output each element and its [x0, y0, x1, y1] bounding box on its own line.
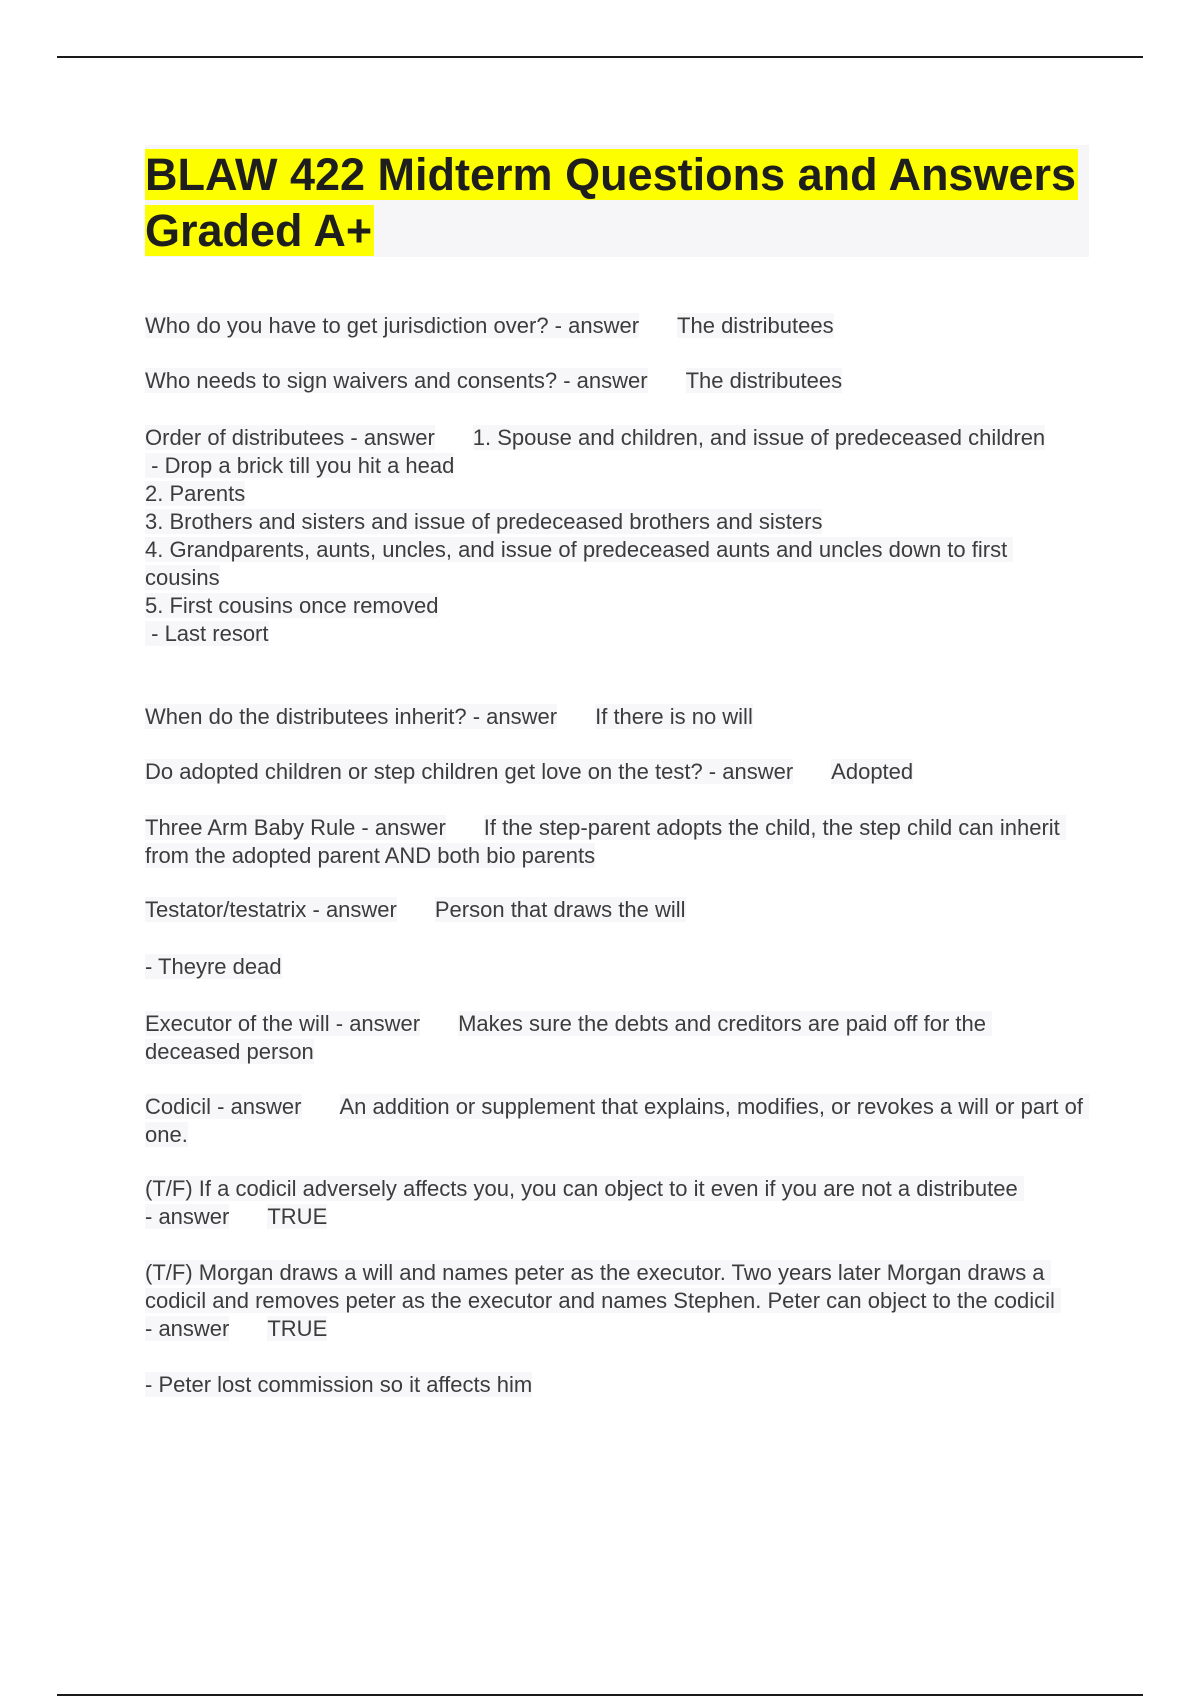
qa-item — [145, 424, 1075, 648]
answer-text: TRUE — [267, 1204, 328, 1229]
answer-text: 1. Spouse and children, and issue of predeceased children - Drop a brick till you hit a head 2. Parents 3. Brothers and sisters and issue of predeceased brothers and sisters 4. Grandparents, aunts, uncles, and issue of predeceased aunts and uncles down to first cousins 5. First cousins once removed - Last resort — [145, 425, 1046, 646]
answer-text: If there is no will — [595, 704, 753, 729]
answer-text: The distributees — [677, 313, 834, 338]
qa-item — [145, 1175, 1025, 1231]
question-text: Testator/testatrix - answer — [145, 897, 397, 922]
footer-rule — [57, 1694, 1143, 1696]
note-line: - Peter lost commission so it affects him — [145, 1372, 533, 1397]
note-text — [145, 953, 282, 981]
question-text: Do adopted children or step children get love on the test? - answer — [145, 759, 794, 784]
question-text: Who do you have to get jurisdiction over? - answer — [145, 313, 640, 338]
qa-item — [145, 896, 686, 924]
answer-text: TRUE — [267, 1316, 328, 1341]
question-text: Codicil - answer — [145, 1094, 302, 1119]
note-text — [145, 1371, 532, 1399]
answer-text: Person that draws the will — [434, 897, 686, 922]
answer-text: If the step-parent adopts the child, the step child can inherit from the adopted parent AND both bio parents — [145, 815, 1066, 868]
qa-item — [145, 1259, 1065, 1343]
answer-text: The distributees — [685, 368, 843, 393]
qa-item — [145, 312, 834, 340]
question-text: When do the distributees inherit? - answer — [145, 704, 558, 729]
header-rule — [57, 56, 1143, 58]
answer-text: Adopted — [831, 759, 914, 784]
question-text: Three Arm Baby Rule - answer — [145, 815, 446, 840]
qa-item — [145, 1093, 1090, 1149]
question-text: (T/F) If a codicil adversely affects you, you can object to it even if you are not a distributee - answer — [145, 1176, 1024, 1229]
qa-item — [145, 758, 913, 786]
question-text: Executor of the will - answer — [145, 1011, 421, 1036]
answer-text: Makes sure the debts and creditors are paid off for the deceased person — [145, 1011, 993, 1064]
qa-item — [145, 703, 753, 731]
question-text: (T/F) Morgan draws a will and names peter as the executor. Two years later Morgan draws a codicil and removes peter as the executor and names Stephen. Peter can object to the codicil - answer — [145, 1260, 1061, 1341]
note-line: - Theyre dead — [145, 954, 282, 979]
qa-item — [145, 1010, 1080, 1066]
document-title: BLAW 422 Midterm Questions and Answers Graded A+ — [145, 149, 1077, 256]
answer-text: An addition or supplement that explains, modifies, or revokes a will or part of one. — [145, 1094, 1090, 1147]
question-text: Order of distributees - answer — [145, 425, 435, 450]
qa-item — [145, 367, 842, 395]
qa-item — [145, 814, 1090, 870]
question-text: Who needs to sign waivers and consents? - answer — [145, 368, 648, 393]
